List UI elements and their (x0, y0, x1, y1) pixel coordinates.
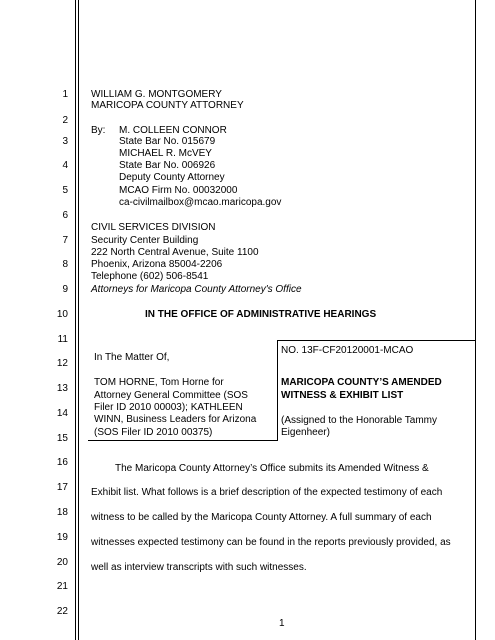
by-name: M. COLLEEN CONNOR (119, 125, 227, 136)
line-number: 6 (62, 210, 68, 221)
line-number: 13 (56, 383, 68, 394)
city-address: Phoenix, Arizona 85004-2206 (91, 259, 223, 270)
line-number: 8 (62, 259, 68, 270)
by-label: By: (91, 125, 106, 136)
assigned-judge: (Assigned to the Honorable Tammy (281, 415, 438, 426)
line-number: 22 (56, 606, 68, 617)
line-number: 3 (62, 136, 68, 147)
line-number: 2 (62, 115, 68, 126)
division-name: CIVIL SERVICES DIVISION (91, 222, 216, 233)
bar-number-2: State Bar No. 006926 (119, 160, 216, 171)
party-line: (SOS Filer ID 2010 00375) (94, 427, 213, 438)
line-number: 17 (56, 482, 68, 493)
line-number: 9 (62, 284, 68, 295)
line-number: 1 (62, 89, 68, 100)
body-line: witnesses expected testimony can be found in the reports previously provided, as (91, 537, 451, 548)
building-name: Security Center Building (91, 235, 199, 246)
line-number: 21 (56, 581, 68, 592)
telephone: Telephone (602) 506-8541 (91, 271, 209, 282)
case-number: NO. 13F-CF20120001-MCAO (281, 345, 414, 356)
line-number: 12 (56, 358, 68, 369)
document-title-2: WITNESS & EXHIBIT LIST (281, 390, 404, 401)
party-line: WINN, Business Leaders for Arizona (94, 414, 257, 425)
body-line: Exhibit list. What follows is a brief description of the expected testimony of each (91, 487, 443, 498)
page-number: 1 (279, 618, 285, 629)
caption-top-rule (278, 340, 475, 341)
body-line: well as interview transcripts with such witnesses. (91, 562, 307, 573)
document-title: MARICOPA COUNTY’S AMENDED (281, 377, 442, 388)
line-number: 15 (56, 433, 68, 444)
line-number: 4 (62, 160, 68, 171)
email-address: ca-civilmailbox@mcao.maricopa.gov (119, 197, 282, 208)
street-address: 222 North Central Avenue, Suite 1100 (91, 247, 259, 258)
line-number: 20 (56, 557, 68, 568)
attorneys-for: Attorneys for Maricopa County Attorney's Office (91, 284, 302, 295)
left-margin-rule-inner (78, 0, 79, 640)
line-number: 18 (56, 507, 68, 518)
line-number: 7 (62, 235, 68, 246)
line-number: 10 (56, 309, 68, 320)
party-line: Attorney General Committee (SOS (94, 390, 248, 401)
court-heading: IN THE OFFICE OF ADMINISTRATIVE HEARINGS (145, 309, 377, 320)
bar-number: State Bar No. 015679 (119, 136, 216, 147)
body-line: witness to be called by the Maricopa County Attorney. A full summary of each (91, 512, 432, 523)
attorney-office: MARICOPA COUNTY ATTORNEY (91, 100, 244, 111)
left-margin-rule (75, 0, 76, 640)
body-line: The Maricopa County Attorney’s Office submits its Amended Witness & (115, 463, 429, 474)
attorney-name: WILLIAM G. MONTGOMERY (91, 89, 222, 100)
line-number: 5 (62, 185, 68, 196)
firm-number: MCAO Firm No. 00032000 (119, 185, 238, 196)
assigned-judge-2: Eigenheer) (281, 427, 330, 438)
line-number: 14 (56, 408, 68, 419)
party-line: TOM HORNE, Tom Horne for (94, 377, 224, 388)
attorney-title: Deputy County Attorney (119, 172, 225, 183)
attorney-name-2: MICHAEL R. McVEY (119, 148, 212, 159)
right-margin-rule (475, 0, 476, 640)
line-number: 19 (56, 532, 68, 543)
party-line: Filer ID 2010 00003); KATHLEEN (94, 402, 243, 413)
line-number: 11 (57, 334, 68, 345)
matter-of: In The Matter Of, (94, 352, 170, 363)
line-number: 16 (56, 457, 68, 468)
